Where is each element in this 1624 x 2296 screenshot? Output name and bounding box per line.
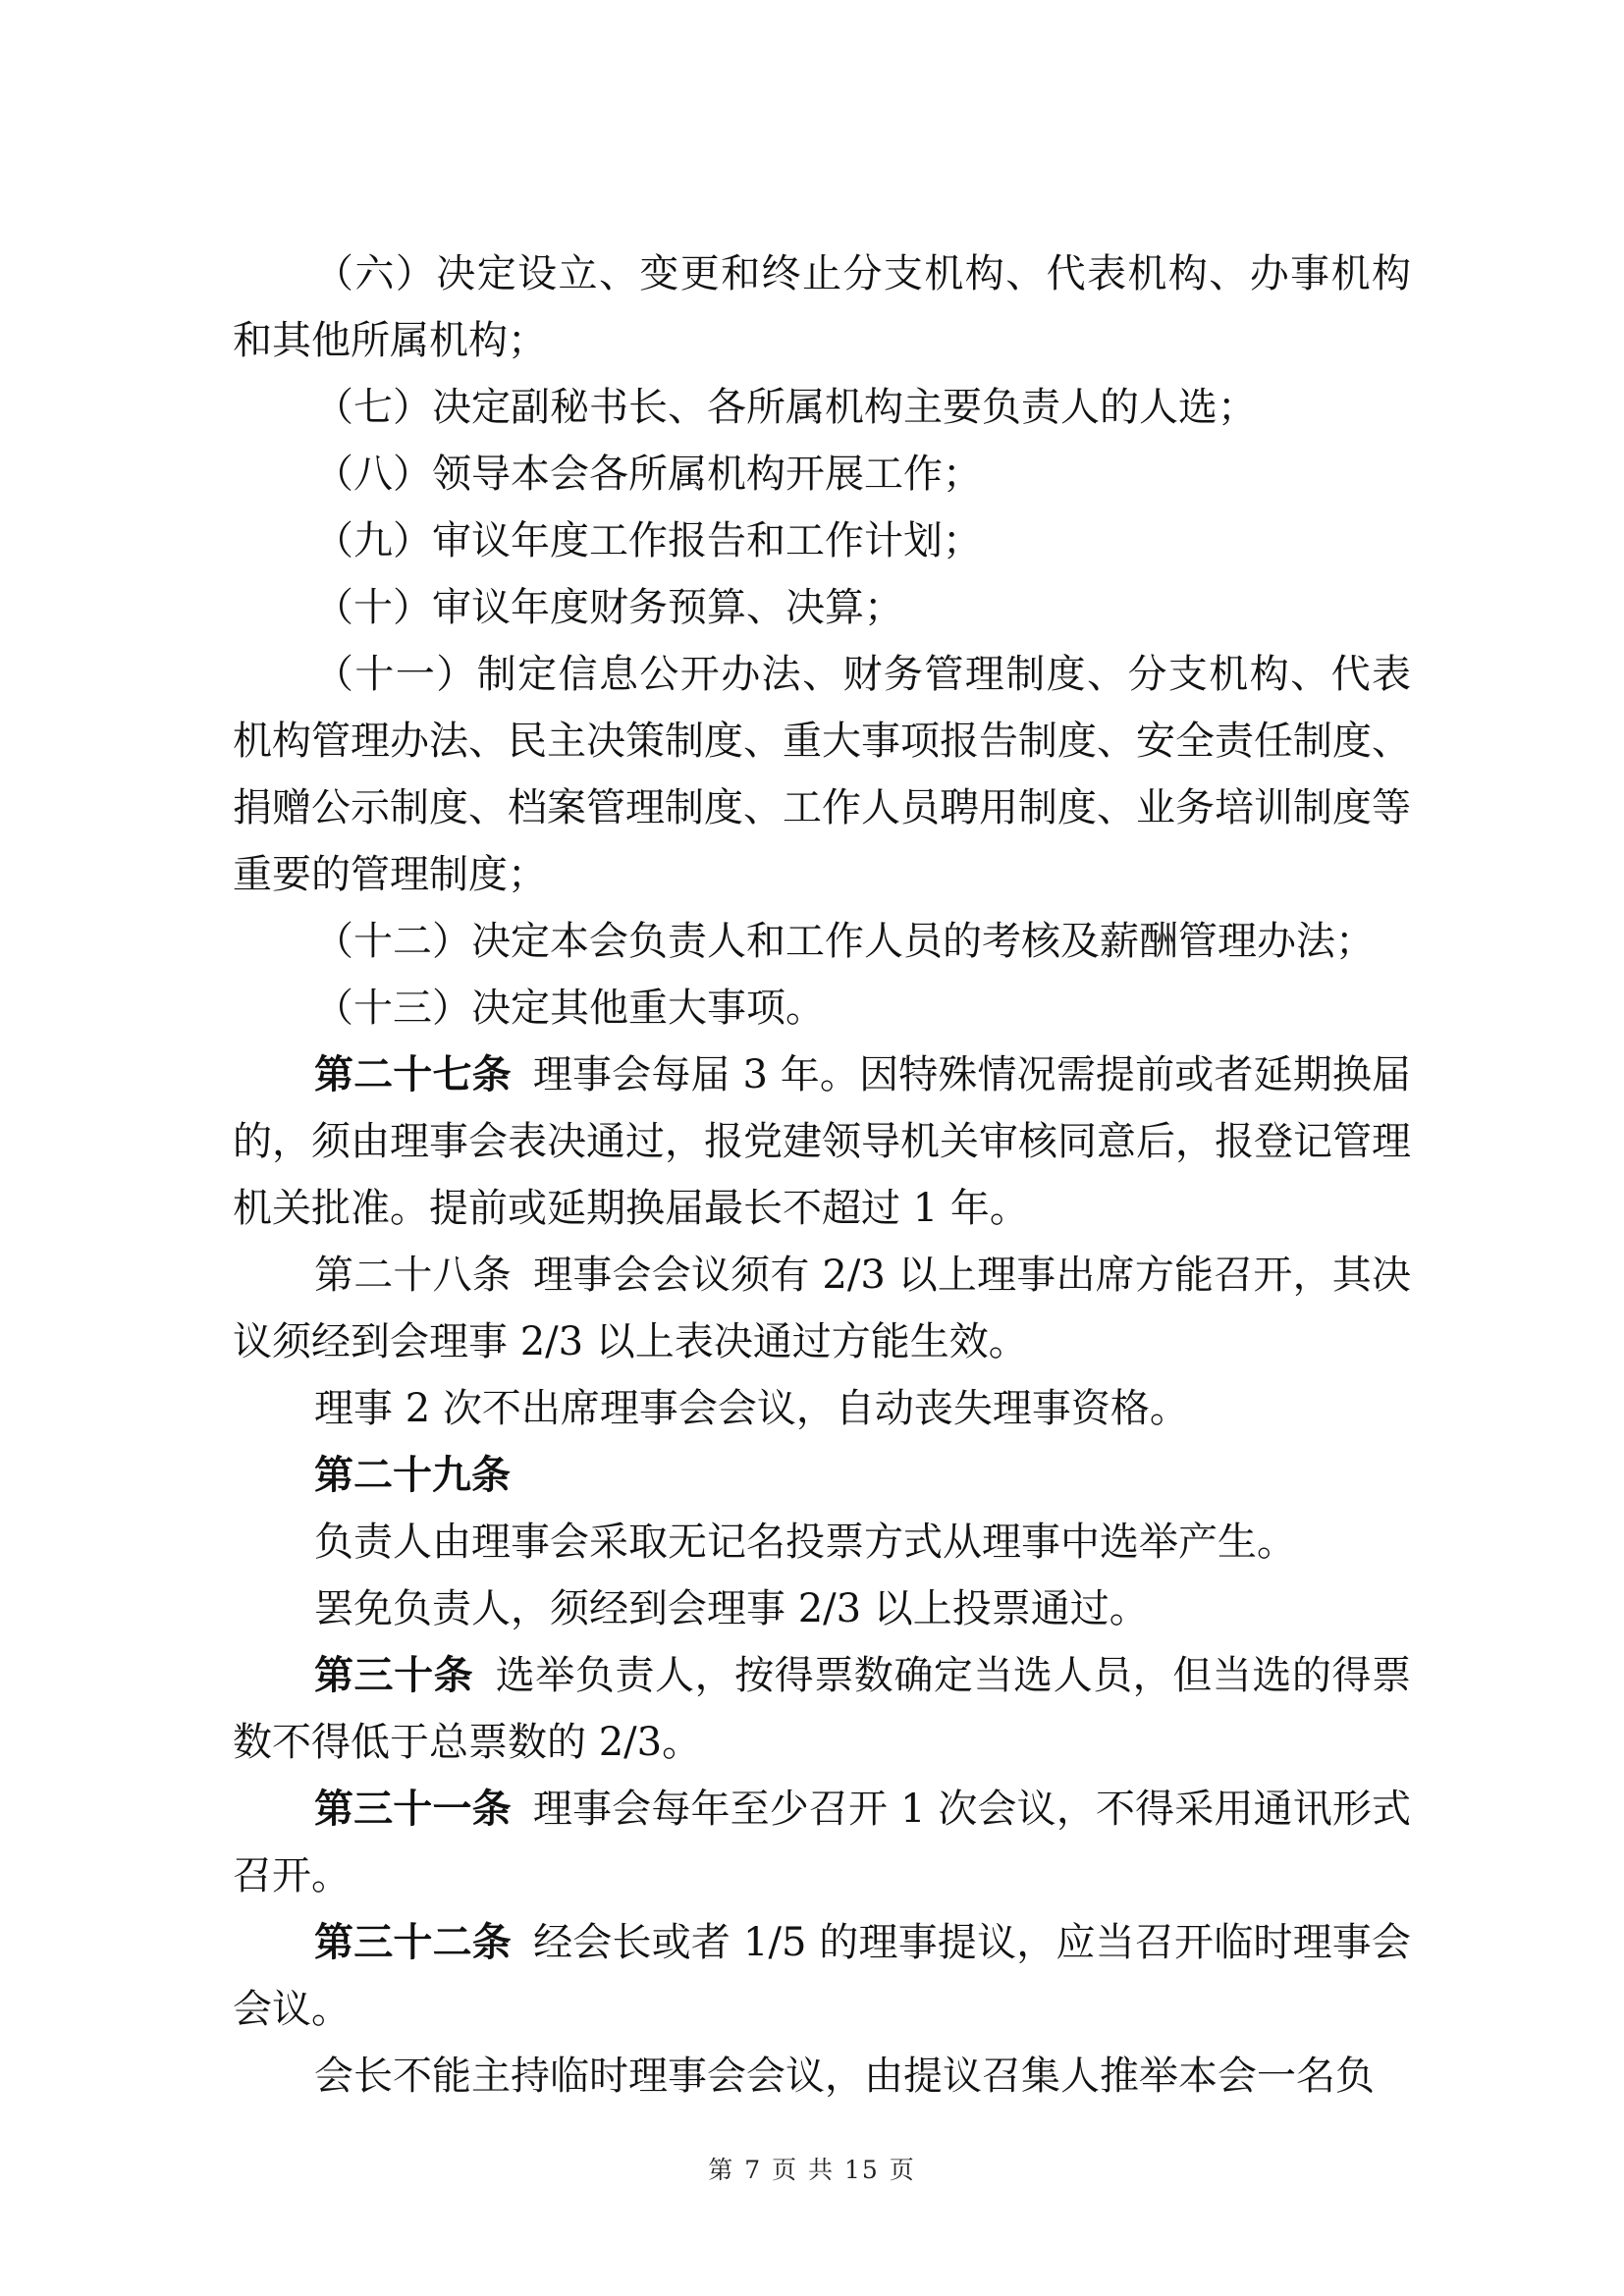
article-28: [233, 1242, 1411, 1375]
article-29-paragraph-2: 罢免负责人，须经到会理事 2/3 以上投票通过。: [314, 1586, 1149, 1631]
article-32: [233, 1909, 1411, 2043]
article-32-text: 经会长或者 1/5 的理事提议，应当召开临时理事会会议。: [233, 1920, 1411, 2032]
article-27-title: 第二十七条: [314, 1051, 512, 1097]
article-31: [233, 1776, 1411, 1909]
article-27-text: 理事会每届 3 年。因特殊情况需提前或者延期换届的，须由理事会表决通过，报党建领导机关审核同意后，报登记管理机关批准。提前或延期换届最长不超过 1 年。: [233, 1052, 1411, 1231]
article-27: [233, 1041, 1411, 1242]
article-28-text: 理事会会议须有 2/3 以上理事出席方能召开，其决议须经到会理事 2/3 以上表决通过方能生效。: [233, 1253, 1411, 1364]
document-body: [233, 240, 1411, 2109]
article-32-title: 第三十二条: [314, 1919, 512, 1965]
article-30: [233, 1642, 1411, 1776]
clause-6: （六）决定设立、变更和终止分支机构、代表机构、办事机构和其他所属机构；: [233, 251, 1411, 363]
article-29-title: 第二十九条: [314, 1452, 511, 1498]
article-28-title: 第二十八条: [314, 1253, 512, 1298]
article-29-paragraph-1: 负责人由理事会采取无记名投票方式从理事中选举产生。: [314, 1520, 1296, 1565]
clause-8: （八）领导本会各所属机构开展工作；: [314, 452, 982, 497]
article-30-title: 第三十条: [314, 1652, 474, 1698]
page-number-footer: 第 7 页 共 15 页: [708, 2156, 916, 2184]
article-28-paragraph-2: 理事 2 次不出席理事会会议，自动丧失理事资格。: [314, 1386, 1189, 1431]
article-31-title: 第三十一条: [314, 1786, 512, 1832]
clause-12: （十二）决定本会负责人和工作人员的考核及薪酬管理办法；: [314, 919, 1375, 964]
article-30-text: 选举负责人，按得票数确定当选人员，但当选的得票数不得低于总票数的 2/3。: [233, 1653, 1412, 1765]
article-31-text: 理事会每年至少召开 1 次会议，不得采用通讯形式召开。: [233, 1787, 1411, 1898]
clause-13: （十三）决定其他重大事项。: [314, 986, 825, 1031]
clause-11: （十一）制定信息公开办法、财务管理制度、分支机构、代表机构管理办法、民主决策制度、重大事项报告制度、安全责任制度、捐赠公示制度、档案管理制度、工作人员聘用制度、业务培训制度等重要的管理制度；: [233, 652, 1411, 897]
clause-10: （十）审议年度财务预算、决算；: [314, 585, 903, 630]
clause-9: （九）审议年度工作报告和工作计划；: [314, 518, 982, 563]
article-32-paragraph-2: 会长不能主持临时理事会会议，由提议召集人推举本会一名负: [314, 2054, 1375, 2099]
clause-7: （七）决定副秘书长、各所属机构主要负责人的人选；: [314, 385, 1257, 430]
